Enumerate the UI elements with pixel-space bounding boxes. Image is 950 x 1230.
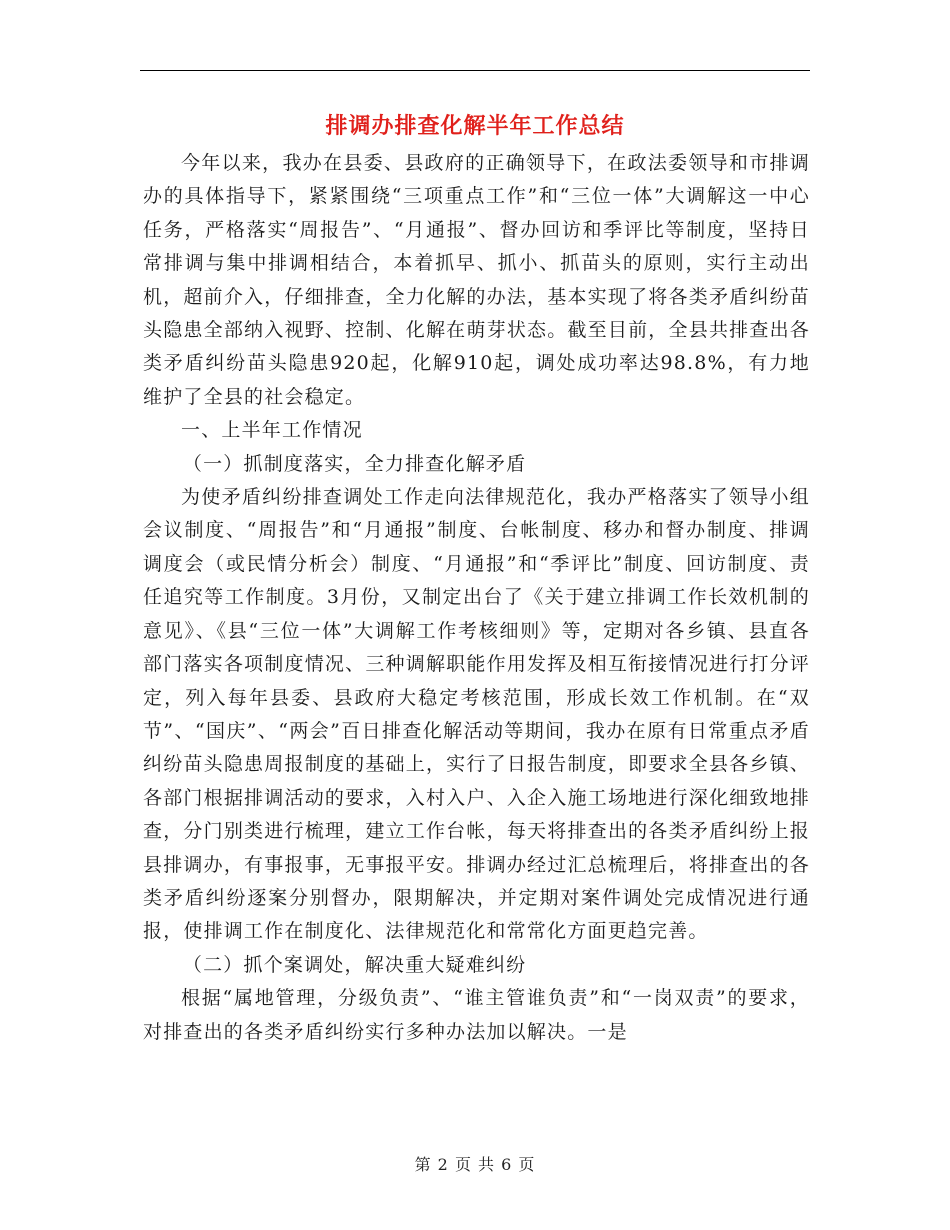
intro-paragraph: 今年以来，我办在县委、县政府的正确领导下，在政法委领导和市排调办的具体指导下，紧紧围绕“三项重点工作”和“三位一体”大调解这一中心任务，严格落实“周报告”、“月通报”、督办回访和季评比等制度，坚持日常排调与集中排调相结合，本着抓早、抓小、抓苗头的原则，实行主动出机，超前介入，仔细排查，全力化解的办法，基本实现了将各类矛盾纠纷苗头隐患全部纳入视野、控制、化解在萌芽状态。截至目前，全县共排查出各类矛盾纠纷苗头隐患920起，化解910起，调处成功率达98.8%，有力地维护了全县的社会稳定。 <box>143 152 810 408</box>
subsection-1-paragraph: 为使矛盾纠纷排查调处工作走向法律规范化，我办严格落实了领导小组会议制度、“周报告”和“月通报”制度、台帐制度、移办和督办制度、排调调度会（或民情分析会）制度、“月通报”和“季评比”制度、回访制度、责任追究等工作制度。3月份，又制定出台了《关于建立排调工作长效机制的意见》、《县“三位一体”大调解工作考核细则》等，定期对各乡镇、县直各部门落实各项制度情况、三种调解职能作用发挥及相互衔接情况进行打分评定，列入每年县委、县政府大稳定考核范围，形成长效工作机制。在“双节”、“国庆”、“两会”百日排查化解活动等期间，我办在原有日常重点矛盾纠纷苗头隐患周报制度的基础上，实行了日报告制度，即要求全县各乡镇、各部门根据排调活动的要求，入村入户、入企入施工场地进行深化细致地排查，分门别类进行梳理，建立工作台帐，每天将排查出的各类矛盾纠纷上报县排调办，有事报事，无事报平安。排调办经过汇总梳理后，将排查出的各类矛盾纠纷逐案分别督办，限期解决，并定期对案件调处完成情况进行通报，使排调工作在制度化、法律规范化和常常化方面更趋完善。 <box>143 486 810 943</box>
document-title: 排调办排查化解半年工作总结 <box>325 114 625 139</box>
section-heading-1: 一、上半年工作情况 <box>181 419 363 442</box>
subsection-heading-1: （一）抓制度落实，全力排查化解矛盾 <box>182 452 527 475</box>
page-number-footer: 第 2 页 共 6 页 <box>414 1155 536 1174</box>
subsection-2-paragraph: 根据“属地管理，分级负责”、“谁主管谁负责”和“一岗双责”的要求，对排查出的各类矛盾纠纷实行多种办法加以解决。一是 <box>143 987 810 1043</box>
header-rule <box>140 70 810 71</box>
document-body <box>143 147 810 1049</box>
subsection-heading-2: （二）抓个案调处，解决重大疑难纠纷 <box>182 953 527 976</box>
